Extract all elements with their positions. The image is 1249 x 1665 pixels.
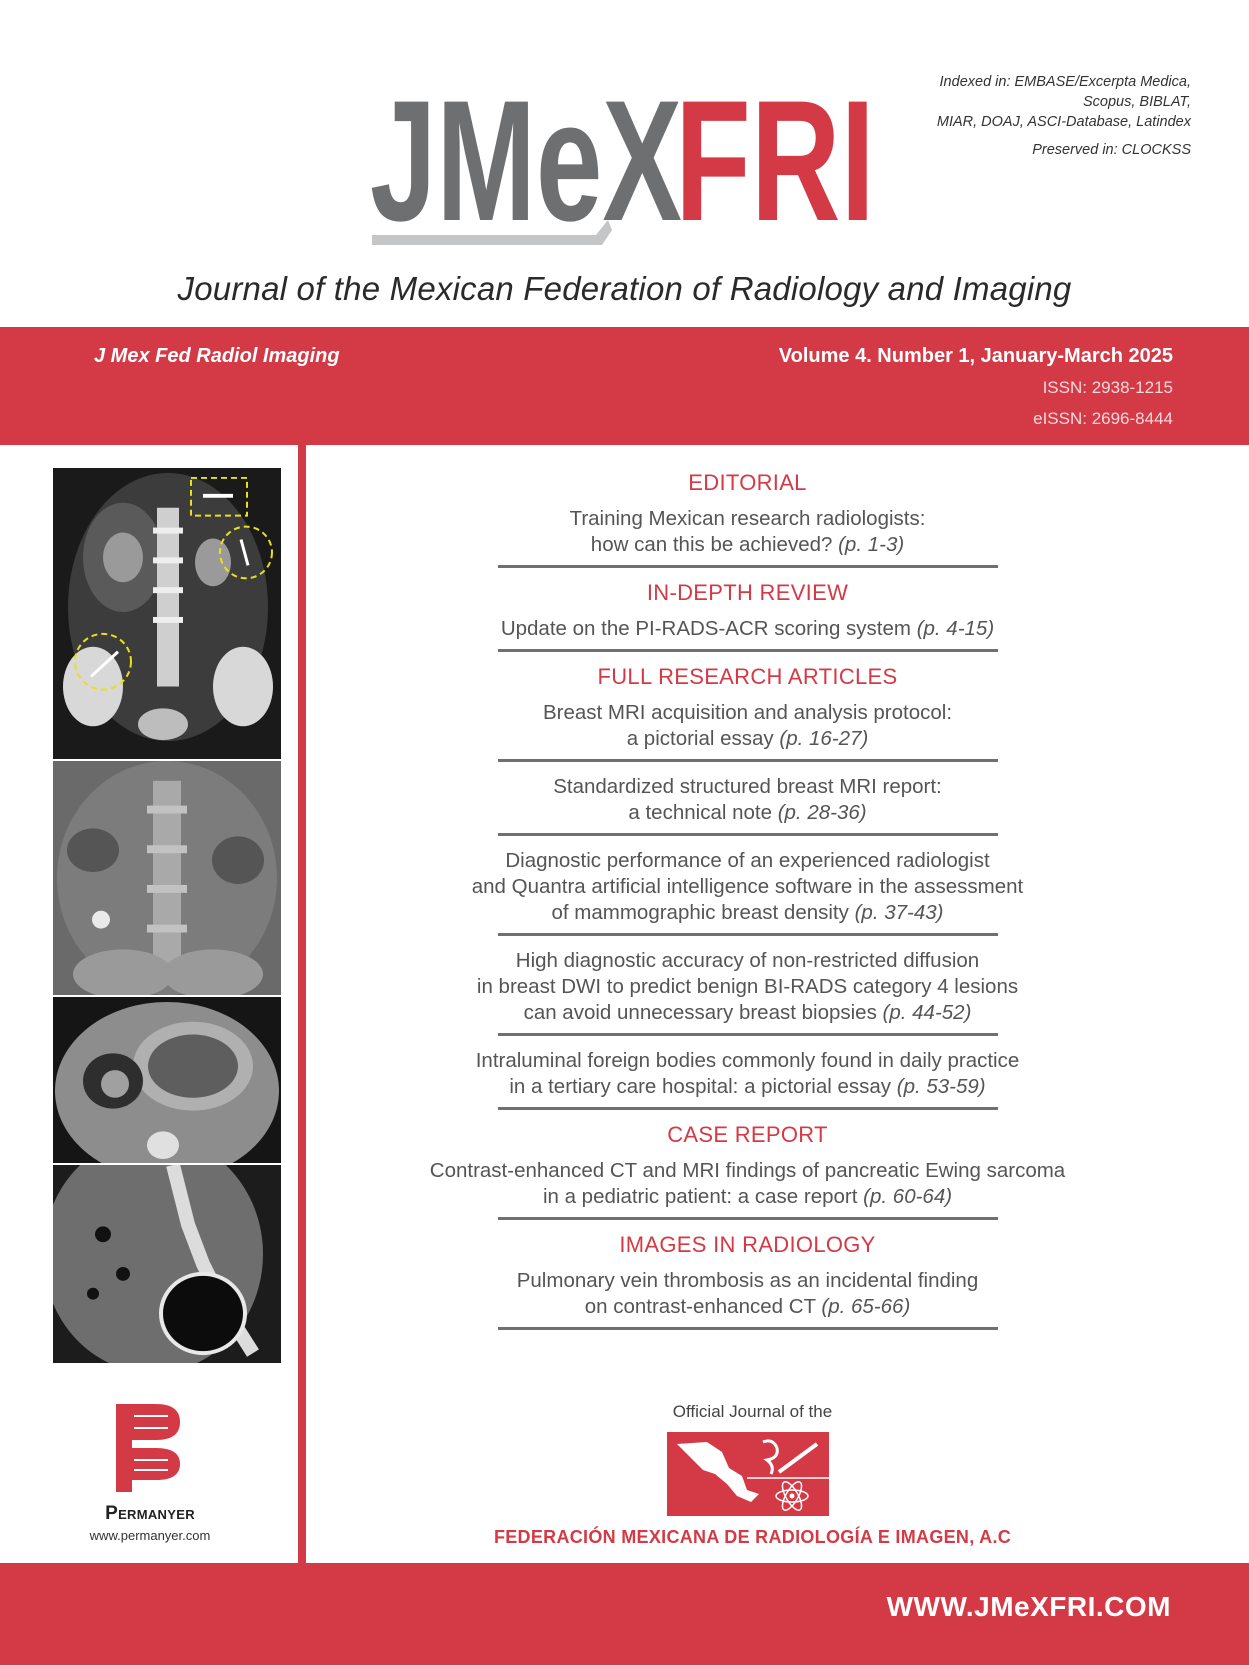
website-link[interactable]: WWW.JMeXFRI.COM	[886, 1591, 1171, 1622]
section-heading: IN-DEPTH REVIEW	[646, 580, 849, 605]
indexed-value: EMBASE/Excerpta Medica,	[1010, 74, 1191, 90]
article-divider	[498, 1107, 998, 1110]
article-entry[interactable]	[360, 700, 1135, 752]
article-title-text: Diagnostic performance of an experienced radiologist	[505, 849, 990, 872]
preserved-value: CLOCKSS	[1117, 142, 1191, 158]
article-entry[interactable]	[360, 506, 1135, 558]
article-title-line	[360, 1048, 1135, 1074]
article-title-text: Breast MRI acquisition and analysis protocol:	[542, 701, 953, 724]
federation-logo	[667, 1432, 829, 1516]
article-entry[interactable]	[360, 1048, 1135, 1100]
article-title-text: and Quantra artificial intelligence software in the assessment	[471, 875, 1024, 898]
vertical-divider	[298, 445, 306, 1563]
article-title-line	[360, 774, 1135, 800]
indexing-info	[891, 72, 1191, 160]
article-title-text: a pictorial essay	[626, 727, 774, 750]
article-pages: (p. 28-36)	[777, 801, 867, 824]
article-divider	[498, 759, 998, 762]
article-entry[interactable]	[360, 1268, 1135, 1320]
article-divider	[498, 1033, 998, 1036]
article-title-line	[360, 900, 1135, 926]
article-title-line	[360, 1158, 1135, 1184]
article-entry[interactable]	[360, 1158, 1135, 1210]
section-heading: IMAGES IN RADIOLOGY	[619, 1232, 876, 1257]
footer-band	[0, 1563, 1249, 1665]
issue-band	[0, 327, 1249, 445]
preserved-label: Preserved in:	[1032, 142, 1118, 158]
article-title-text: of mammographic breast density	[551, 901, 849, 924]
permanyer-logo	[112, 1400, 184, 1496]
article-title-line	[360, 616, 1135, 642]
article-title-text: Training Mexican research radiologists:	[569, 507, 926, 530]
logo-text-red: FRI	[675, 70, 875, 257]
article-title-text: Update on the PI-RADS-ACR scoring system	[500, 617, 911, 640]
article-title-line	[360, 1184, 1135, 1210]
article-title-line	[360, 1000, 1135, 1026]
article-title-text: a technical note	[628, 801, 772, 824]
article-divider	[498, 833, 998, 836]
indexed-line3: MIAR, DOAJ, ASCI-Database, Latindex	[936, 114, 1191, 130]
section-heading: EDITORIAL	[688, 470, 807, 495]
publisher-url[interactable]: www.permanyer.com	[89, 1528, 211, 1543]
article-pages: (p. 37-43)	[854, 901, 944, 924]
article-pages: (p. 65-66)	[821, 1295, 911, 1318]
article-divider	[498, 565, 998, 568]
article-title-line	[360, 1268, 1135, 1294]
jmexfri-logo	[370, 70, 885, 260]
article-title-text: how can this be achieved?	[590, 533, 833, 556]
publisher-name: Permanyer	[105, 1503, 195, 1524]
article-title-line	[360, 974, 1135, 1000]
article-divider	[498, 1217, 998, 1220]
article-title-line	[360, 700, 1135, 726]
article-title-text: Standardized structured breast MRI report:	[553, 775, 942, 798]
article-title-text: in breast DWI to predict benign BI-RADS category 4 lesions	[476, 975, 1019, 998]
volume-info: Volume 4. Number 1, January-March 2025	[778, 345, 1173, 367]
sagittal-ct-image	[53, 1165, 281, 1365]
article-title-text: High diagnostic accuracy of non-restricted diffusion	[515, 949, 980, 972]
journal-title: Journal of the Mexican Federation of Radiology and Imaging	[177, 270, 1072, 307]
article-pages: (p. 4-15)	[916, 617, 995, 640]
abdominal-xray-image	[53, 761, 281, 997]
article-title-text: in a pediatric patient: a case report	[542, 1185, 858, 1208]
axial-ct-image	[53, 997, 281, 1165]
section-heading: CASE REPORT	[667, 1122, 828, 1147]
issn: ISSN: 2938-1215	[1042, 378, 1173, 397]
article-title-text: on contrast-enhanced CT	[584, 1295, 816, 1318]
article-title-text: can avoid unnecessary breast biopsies	[523, 1001, 877, 1024]
article-title-line	[360, 948, 1135, 974]
official-journal-label: Official Journal of the	[672, 1402, 833, 1421]
article-title-line	[360, 726, 1135, 752]
article-pages: (p. 53-59)	[896, 1075, 986, 1098]
article-divider	[498, 933, 998, 936]
article-pages: (p. 16-27)	[779, 727, 869, 750]
article-title-line	[360, 1294, 1135, 1320]
article-divider	[498, 1327, 998, 1330]
article-entry[interactable]	[360, 616, 1135, 642]
article-title-text: Intraluminal foreign bodies commonly found in daily practice	[475, 1049, 1020, 1072]
article-title-text: Pulmonary vein thrombosis as an incidental finding	[516, 1269, 979, 1292]
article-title-line	[360, 874, 1135, 900]
article-pages: (p. 44-52)	[882, 1001, 972, 1024]
article-pages: (p. 60-64)	[863, 1185, 953, 1208]
journal-abbreviation: J Mex Fed Radiol Imaging	[94, 345, 340, 367]
article-divider	[498, 649, 998, 652]
article-title-line	[360, 1074, 1135, 1100]
article-entry[interactable]	[360, 948, 1135, 1026]
logo-text-gray: JMeX	[370, 70, 682, 257]
article-title-line	[360, 532, 1135, 558]
article-pages: (p. 1-3)	[838, 533, 905, 556]
indexed-line2: Scopus, BIBLAT,	[1082, 94, 1191, 110]
article-title-line	[360, 848, 1135, 874]
article-title-line	[360, 506, 1135, 532]
article-title-line	[360, 800, 1135, 826]
indexed-label: Indexed in:	[939, 74, 1011, 90]
article-entry[interactable]	[360, 774, 1135, 826]
section-heading: FULL RESEARCH ARTICLES	[597, 664, 898, 689]
article-title-text: in a tertiary care hospital: a pictorial essay	[509, 1075, 892, 1098]
eissn: eISSN: 2696-8444	[1033, 409, 1173, 428]
radiology-image-column	[53, 468, 281, 1365]
table-of-contents	[360, 466, 1135, 1342]
federation-name: FEDERACIÓN MEXICANA DE RADIOLOGÍA E IMAGEN, A.C	[493, 1527, 1012, 1547]
article-title-text: Contrast-enhanced CT and MRI findings of pancreatic Ewing sarcoma	[429, 1159, 1066, 1182]
article-entry[interactable]	[360, 848, 1135, 926]
coronal-ct-image	[53, 468, 281, 761]
